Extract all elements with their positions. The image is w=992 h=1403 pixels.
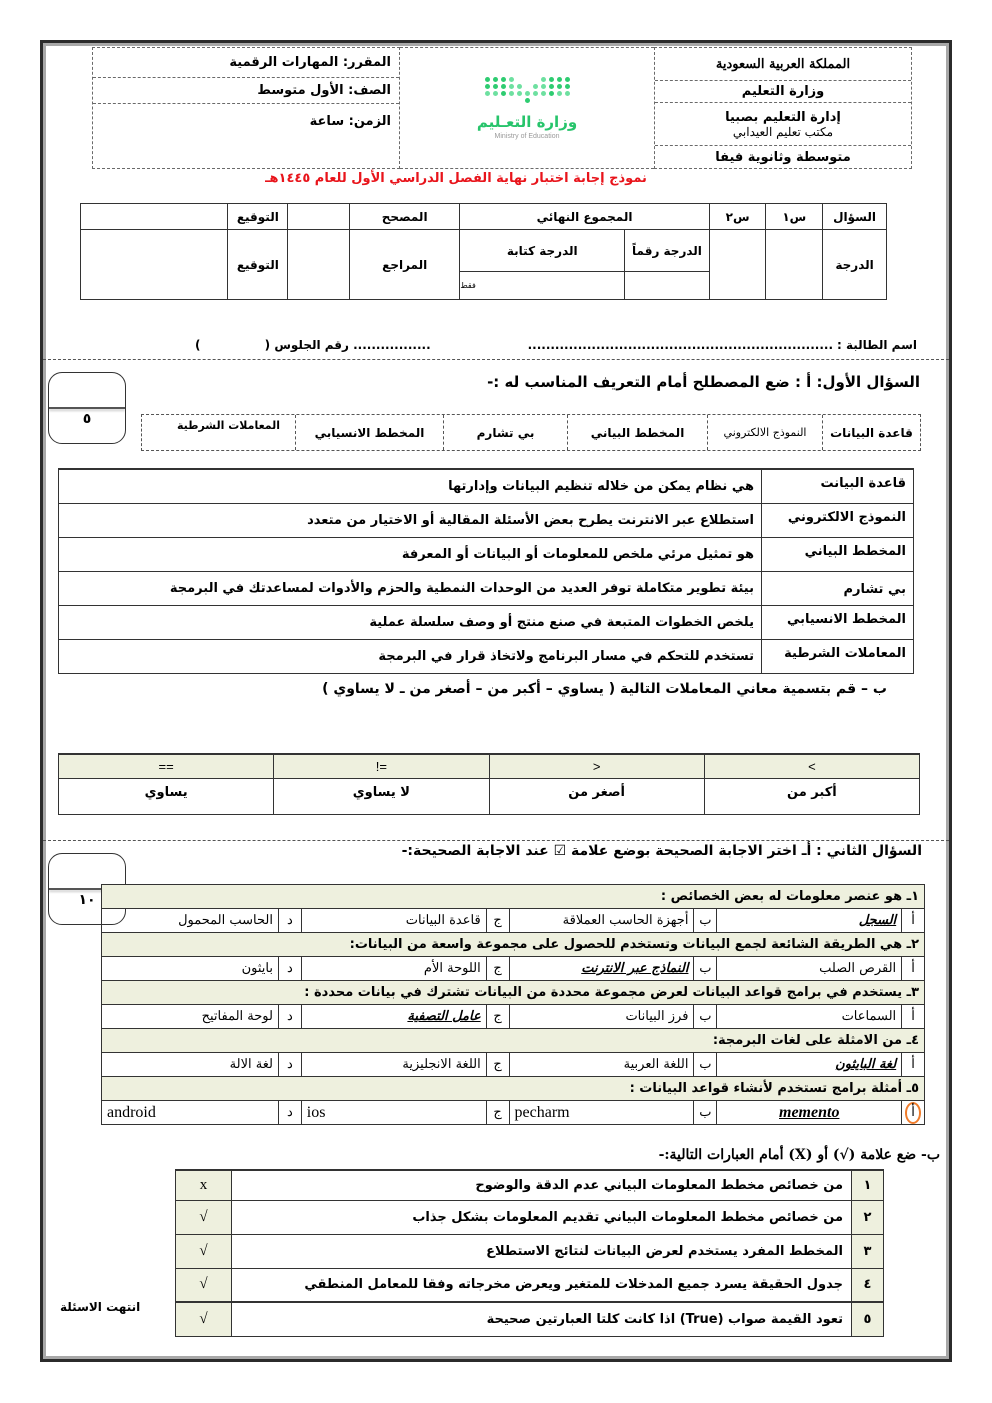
mcq-option[interactable]: اللغة العربية: [509, 1053, 694, 1077]
mcq-option-letter[interactable]: د: [278, 1101, 301, 1125]
grade-header-q2: س٢: [709, 204, 766, 230]
definition-term[interactable]: بي تشارم: [762, 571, 914, 605]
q2-part-b-title: ب- ضع علامة (√) أو (X) أمام العبارات التالية:-: [658, 1147, 940, 1163]
grade-score-digits-field[interactable]: [625, 272, 710, 300]
grade-reviewer-field[interactable]: [288, 230, 350, 300]
mcq-option[interactable]: اللوحة الأم: [301, 957, 486, 981]
mcq-option-letter[interactable]: د: [278, 909, 301, 933]
definition-row: [59, 503, 914, 537]
mcq-question-text: ٥ـ أمثلة برامج تستخدم لأنشاء قواعد البيانات :: [102, 1077, 925, 1101]
bank-term: المخطط الانسيابي: [295, 415, 443, 450]
mcq-option-letter[interactable]: أ: [902, 909, 925, 933]
operators-table: [58, 753, 920, 815]
mcq-option[interactable]: القرص الصلب: [717, 957, 902, 981]
logo-dots-icon: [485, 77, 570, 103]
operator-meaning[interactable]: يساوي: [59, 778, 274, 814]
statement-row: [176, 1200, 884, 1234]
mcq-option-letter[interactable]: ج: [486, 1053, 509, 1077]
exam-duration: الزمن: ساعة: [309, 114, 391, 129]
student-name-field[interactable]: ...................................................................: [527, 338, 834, 352]
class-grade: الصف: الأول متوسط: [93, 78, 399, 104]
statement-mark[interactable]: √: [176, 1302, 232, 1336]
mcq-option-correct[interactable]: لغة البايثون: [717, 1053, 902, 1077]
grade-row-score-label: الدرجة: [823, 230, 887, 300]
definition-term[interactable]: قاعدة البيانت: [762, 469, 914, 503]
mcq-option-letter[interactable]: ب: [694, 909, 717, 933]
q2-true-false-table: [175, 1169, 884, 1337]
definition-text: يلخص الخطوات المتبعة في صنع منتج أو وصف سلسلة عملية: [59, 605, 762, 639]
statement-text: من خصائص مخطط المعلومات البياني تقديم المعلومات بشكل جذاب: [232, 1200, 852, 1234]
definition-text: بيئة تطوير متكاملة توفر العديد من الوحدات النمطية والحزم والأدوات لمساعدتك في البرمجة: [59, 571, 762, 605]
mcq-option-letter[interactable]: أ: [902, 957, 925, 981]
mcq-question-row: [102, 981, 925, 1005]
mcq-question-text: ٢ـ هي الطريقة الشائعة لجمع البيانات وتستخدم للحصول على مجموعة واسعة من البيانات:: [102, 933, 925, 957]
statement-mark[interactable]: x: [176, 1170, 232, 1200]
grade-reviewer-label: المراجع: [350, 230, 460, 300]
definition-term[interactable]: المخطط البياني: [762, 537, 914, 571]
mcq-option-correct[interactable]: السجل: [717, 909, 902, 933]
mcq-option[interactable]: لوحة المفاتيح: [102, 1005, 279, 1029]
logo-english-text: Ministry of Education: [494, 132, 560, 140]
operator-symbol: =!: [274, 754, 489, 778]
definition-row: [59, 571, 914, 605]
q1-part-b-title: ب – قم بتسمية معاني المعاملات التالية ( يساوي – أكبر من – أصغر من ـ لا يساوي ): [322, 681, 887, 697]
grade-score-digits-label: الدرجة رقماً: [625, 230, 710, 272]
mcq-options-row: [102, 1053, 925, 1077]
seat-number-row: [195, 338, 431, 352]
statement-text: تعود القيمة صواب (True) اذا كانت كلتا العبارتين صحيحة: [232, 1302, 852, 1336]
mcq-question-text: ٣ـ يستخدم في برامج قواعد البيانات لعرض مجموعة محددة من البيانات تشترك في بيانات محددة :: [102, 981, 925, 1005]
mcq-option-letter[interactable]: د: [278, 1053, 301, 1077]
bank-term: بي تشارم: [443, 415, 567, 450]
mcq-option[interactable]: السماعات: [717, 1005, 902, 1029]
operator-symbol: <: [489, 754, 704, 778]
operator-meaning[interactable]: أصغر من: [489, 778, 704, 814]
grade-header-question: السؤال: [823, 204, 887, 230]
statement-number: ٤: [852, 1268, 884, 1302]
mcq-question-row: [102, 885, 925, 909]
mcq-option-letter[interactable]: أ: [902, 1005, 925, 1029]
statement-row: [176, 1302, 884, 1336]
mcq-option[interactable]: لغة الالة: [102, 1053, 279, 1077]
grade-header-corrector: المصحح: [350, 204, 460, 230]
mcq-option[interactable]: أجهزة الحاسب العملاقة: [509, 909, 694, 933]
mcq-option-letter[interactable]: [902, 1101, 925, 1125]
grade-q1-score[interactable]: [766, 230, 823, 300]
mcq-option-correct[interactable]: عامل التصفية: [301, 1005, 486, 1029]
operator-meaning[interactable]: لا يساوي: [274, 778, 489, 814]
student-name-label: اسم الطالبة :: [837, 338, 917, 352]
student-name-row: [528, 338, 917, 352]
statement-number: ١: [852, 1170, 884, 1200]
mcq-options-row: [102, 957, 925, 981]
mcq-option[interactable]: قاعدة البيانات: [301, 909, 486, 933]
ministry-logo: [400, 47, 654, 169]
mcq-option-letter[interactable]: ج: [486, 1005, 509, 1029]
logo-arabic-text: وزارة التعـليم: [476, 112, 578, 131]
mcq-question-text: ١ـ هو عنصر معلومات له بعض الخصائص :: [102, 885, 925, 909]
statement-row: [176, 1234, 884, 1268]
mcq-option-letter[interactable]: ج: [486, 957, 509, 981]
department-block: [655, 103, 911, 146]
grade-q2-score[interactable]: [709, 230, 766, 300]
header-course-info: [92, 47, 400, 169]
operator-meaning[interactable]: أكبر من: [704, 778, 919, 814]
statement-mark[interactable]: √: [176, 1200, 232, 1234]
answer-key-title: نموذج إجابة اختبار نهاية الفصل الدراسي الأول للعام ١٤٤٥هـ: [265, 171, 647, 186]
mcq-option-letter[interactable]: ب: [694, 1053, 717, 1077]
grade-only-label: فقط: [460, 272, 625, 300]
definition-text: تستخدم للتحكم في مسار البرنامج ولاتخاذ قرار في البرمجة: [59, 639, 762, 673]
course-name: المقرر: المهارات الرقمية: [93, 48, 399, 78]
exam-header: [92, 47, 912, 169]
grade-header-signature: التوقيع: [228, 204, 288, 230]
mcq-question-row: [102, 933, 925, 957]
section-divider: [43, 840, 949, 841]
q1-title: السؤال الأول: أ : ضع المصطلح أمام التعريف المناسب له :-: [487, 373, 920, 391]
mcq-option-letter[interactable]: ب: [694, 1101, 717, 1125]
selected-answer-circle-icon: أ: [905, 1102, 921, 1124]
q2-title: السؤال الثاني : أـ اختر الاجابة الصحيحة بوضع علامة ☑ عند الاجابة الصحيحة:-: [401, 843, 922, 859]
mcq-option-letter[interactable]: ب: [694, 957, 717, 981]
grade-header-final-total: المجموع النهائي: [460, 204, 709, 230]
definition-row: [59, 469, 914, 503]
section-divider: [43, 359, 949, 360]
q2-score-value: ١٠: [78, 892, 96, 908]
statement-row: [176, 1268, 884, 1302]
definition-row: [59, 605, 914, 639]
q1-definitions-table: [58, 468, 914, 674]
q2-mcq-table: [101, 884, 925, 1125]
end-of-questions: انتهت الاسئلة: [60, 1300, 141, 1314]
statement-text: المخطط المفرد يستخدم لعرض البيانات لنتائج الاستطلاع: [232, 1234, 852, 1268]
bank-term: قاعدة البيانات: [822, 415, 920, 450]
mcq-option[interactable]: android: [102, 1101, 279, 1125]
q1-score-value: ٥: [82, 411, 92, 427]
kingdom-calligraphy: المملكة العربية السعودية: [655, 48, 911, 81]
mcq-option[interactable]: فرز البيانات: [509, 1005, 694, 1029]
definition-term[interactable]: المخطط الانسيابي: [762, 605, 914, 639]
statement-number: ٢: [852, 1200, 884, 1234]
seat-number-field[interactable]: [200, 338, 260, 352]
statement-number: ٥: [852, 1302, 884, 1336]
mcq-option-correct[interactable]: memento: [717, 1101, 902, 1125]
mcq-question-row: [102, 1077, 925, 1101]
grade-score-words-label: الدرجة كتابة: [460, 230, 625, 272]
definition-text: هو تمثيل مرئي ملخص للمعلومات أو البيانات أو المعرفة: [59, 537, 762, 571]
q1-word-bank: [141, 414, 921, 451]
mcq-question-row: [102, 1029, 925, 1053]
bank-term: المخطط البياني: [567, 415, 707, 450]
bank-term: النموذج الالكتروني: [707, 415, 822, 450]
mcq-options-row: [102, 1101, 925, 1125]
statement-mark[interactable]: √: [176, 1268, 232, 1302]
definition-term[interactable]: النموذج الالكتروني: [762, 503, 914, 537]
mcq-options-row: [102, 1005, 925, 1029]
department-name: إدارة التعليم بصبيا: [725, 109, 841, 125]
q1-score-box: [48, 372, 126, 444]
seat-number-dots[interactable]: .................: [353, 338, 431, 352]
definition-term[interactable]: المعاملات الشرطية: [762, 639, 914, 673]
bank-term: المعاملات الشرطية: [176, 419, 281, 432]
definition-text: هي نظام يمكن من خلاله تنظيم البيانات وإدارتها: [59, 469, 762, 503]
mcq-option-correct[interactable]: النماذج عبر الانترنت: [509, 957, 694, 981]
school-name: متوسطة وثانوية فيفا: [715, 149, 851, 165]
mcq-option-letter[interactable]: ج: [486, 1101, 509, 1125]
mcq-options-row: [102, 909, 925, 933]
definition-row: [59, 639, 914, 673]
seat-number-close: ): [195, 338, 201, 352]
seat-number-label: رقم الجلوس (: [264, 338, 349, 352]
mcq-option[interactable]: ios: [301, 1101, 486, 1125]
definition-row: [59, 537, 914, 571]
grade-header-q1: س١: [766, 204, 823, 230]
statement-mark[interactable]: √: [176, 1234, 232, 1268]
mcq-option[interactable]: pecharm: [509, 1101, 694, 1125]
definition-text: استطلاع عبر الانترنت يطرح بعض الأسئلة المقالية أو الاختيار من متعدد: [59, 503, 762, 537]
mcq-option[interactable]: الحاسب المحمول: [102, 909, 279, 933]
mcq-option[interactable]: اللغة الانجليزية: [301, 1053, 486, 1077]
statement-text: من خصائص مخطط المعلومات البياني عدم الدقة والوضوح: [232, 1170, 852, 1200]
operator-symbol: ==: [59, 754, 274, 778]
statement-number: ٣: [852, 1234, 884, 1268]
mcq-option-letter[interactable]: ج: [486, 909, 509, 933]
grade-table: [80, 203, 887, 300]
operator-symbol: >: [704, 754, 919, 778]
mcq-option-letter[interactable]: أ: [902, 1053, 925, 1077]
mcq-option-letter[interactable]: د: [278, 957, 301, 981]
mcq-question-text: ٤ـ من الامثلة على لغات البرمجة:: [102, 1029, 925, 1053]
statement-row: [176, 1170, 884, 1200]
mcq-option[interactable]: بايثون: [102, 957, 279, 981]
statement-text: جدول الحقيقة يسرد جميع المدخلات للمتغير ويعرض مخرجاته وفقا للمعامل المنطقي: [232, 1268, 852, 1302]
grade-signature2-label: التوقيع: [228, 230, 288, 300]
header-institution: [654, 47, 912, 169]
mcq-option-letter[interactable]: ب: [694, 1005, 717, 1029]
mcq-option-letter[interactable]: د: [278, 1005, 301, 1029]
office-name: مكتب تعليم العيدابي: [732, 124, 834, 139]
grade-signature-field[interactable]: [81, 230, 228, 300]
ministry-name: وزارة التعليم: [655, 81, 911, 103]
